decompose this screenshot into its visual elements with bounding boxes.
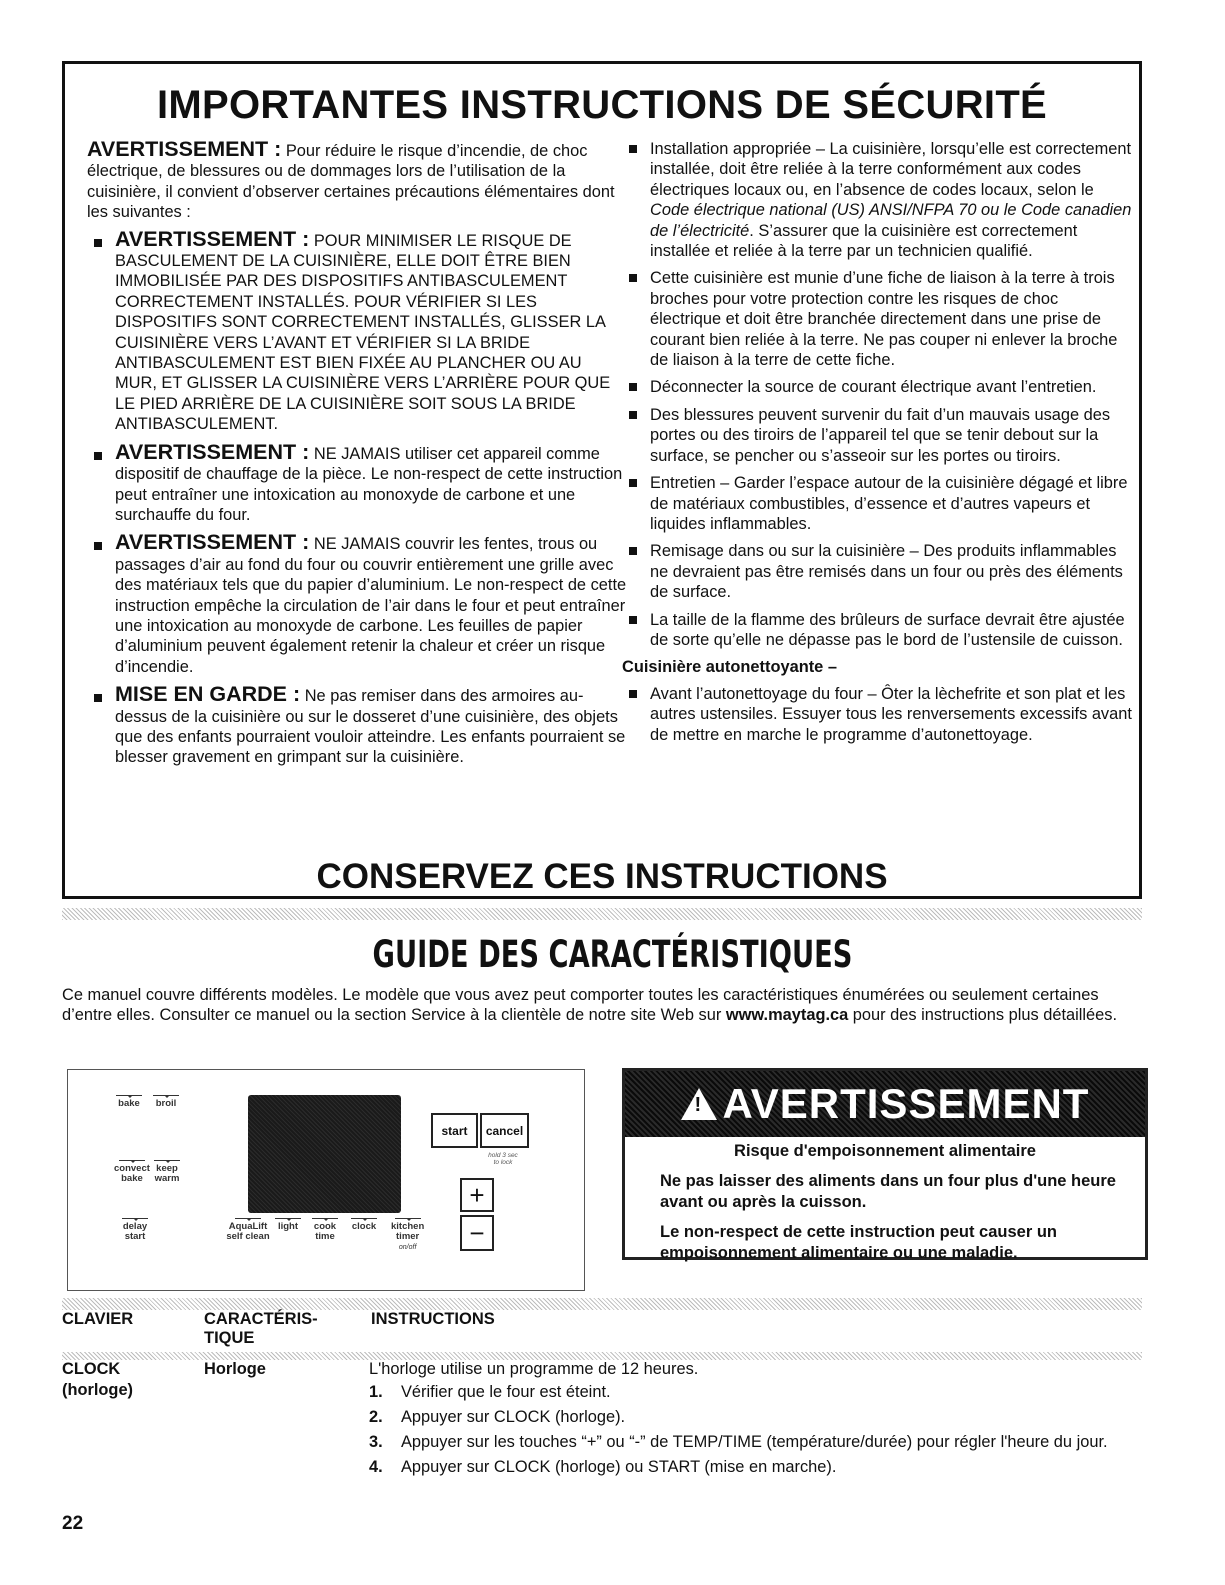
caution-item: MISE EN GARDE : Ne pas remiser dans des armoires au-dessus de la cuisinière ou sur le dosseret d’une cuisinière, des objets que des enfants pourraient vouloir atteindre. Les enfants pourraient se blesser gravement en grimpant sur la cuisinière. bbox=[87, 684, 627, 768]
list-item: 4. Appuyer sur CLOCK (horloge) ou START (mise en marche). bbox=[369, 1458, 837, 1476]
guide-title: GUIDE DES CARACTÉRISTIQUES bbox=[372, 933, 853, 976]
food-poisoning-warning bbox=[622, 1068, 1148, 1260]
safety-left-column bbox=[87, 139, 627, 775]
warning-item: AVERTISSEMENT : NE JAMAIS couvrir les fentes, trous ou passages d’air au fond du four ou couvrir entièrement une grille avec des matériaux tels que du papier d’aluminium. Le non-respect de cette instruction empêche la circulation de l’air dans le four et peut entraîner une intoxication au monoxyde de carbone. Les feuilles de papier d’aluminium peuvent également retenir la chaleur et créer un risque d’incendie. bbox=[87, 532, 627, 677]
safety-item: Avant l’autonettoyage du four – Ôter la lèchefrite et son plat et les autres ustensiles. Essuyer tous les renversements excessifs avant de mettre en marche le programme d’autonettoyage. bbox=[622, 684, 1132, 745]
delay-start-key: delay start bbox=[122, 1218, 148, 1242]
minus-key: − bbox=[460, 1215, 494, 1251]
bullet-icon bbox=[629, 547, 637, 555]
warning-item: AVERTISSEMENT : NE JAMAIS utiliser cet appareil comme dispositif de chauffage de la pièce. Le non-respect de cette instruction peut entraîner une intoxication au monoxyde de carbone et une surchauffe du four. bbox=[87, 442, 627, 526]
self-clean-heading: Cuisinière autonettoyante – bbox=[622, 658, 837, 677]
plus-key: + bbox=[460, 1178, 494, 1212]
column-header-instructions: INSTRUCTIONS bbox=[371, 1310, 495, 1328]
light-key: light bbox=[275, 1218, 301, 1232]
list-item: 3. Appuyer sur les touches “+” ou “-” de TEMP/TIME (température/durée) pour régler l'heure du jour. bbox=[369, 1433, 1108, 1451]
safety-item: Déconnecter la source de courant électrique avant l’entretien. bbox=[622, 377, 1132, 397]
keep-warm-key: keep warm bbox=[154, 1160, 180, 1184]
column-header-caracteristique: CARACTÉRIS- TIQUE bbox=[204, 1310, 318, 1347]
bullet-icon bbox=[629, 383, 637, 391]
safety-right-column bbox=[622, 139, 1132, 752]
warning-item: AVERTISSEMENT : POUR MINIMISER LE RISQUE DE BASCULEMENT DE LA CUISINIÈRE, ELLE DOIT ÊTRE BIEN IMMOBILISÉE PAR DES DISPOSITIFS ANTIBASCULEMENT CORRECTEMENT INSTALLÉS. POUR VÉRIFIER SI LES DISPOSITIFS SONT CORRECTEMENT INSTALLÉS, GLISSER LA CUISINIÈRE VERS L’AVANT ET VÉRIFIER SI LA BRIDE ANTIBASCULEMENT EST BIEN FIXÉE AU PLANCHER OU AU MUR, ET GLISSER LA CUISINIÈRE VERS L’ARRIÈRE POUR QUE LE PIED ARRIÈRE DE LA CUISINIÈRE SOIT SOUS LA BRIDE ANTIBASCULEMENT. bbox=[87, 229, 627, 435]
safety-title: IMPORTANTES INSTRUCTIONS DE SÉCURITÉ bbox=[156, 83, 1048, 127]
list-item: 2. Appuyer sur CLOCK (horloge). bbox=[369, 1408, 626, 1426]
cook-time-key: cook time bbox=[312, 1218, 338, 1242]
control-panel-diagram bbox=[67, 1069, 585, 1291]
kitchen-timer-key: kitchen timer on/off bbox=[391, 1218, 424, 1253]
broil-key: broil bbox=[153, 1095, 179, 1109]
safety-item: Des blessures peuvent survenir du fait d’un mauvais usage des portes ou des tiroirs de l’appareil tel que se tenir debout sur la surface, se pencher ou s’asseoir sur les portes ou tiroirs. bbox=[622, 405, 1132, 466]
key-cell: CLOCK (horloge) bbox=[62, 1360, 134, 1399]
bullet-icon bbox=[629, 479, 637, 487]
bullet-icon bbox=[94, 542, 102, 550]
hold-to-lock-label: hold 3 sec to lock bbox=[488, 1152, 518, 1166]
bullet-icon bbox=[94, 694, 102, 702]
feature-cell: Horloge bbox=[204, 1360, 266, 1378]
safety-item: La taille de la flamme des brûleurs de surface devrait être ajustée de sorte qu’elle ne dépasse pas le bord de l’ustensile de cuisson. bbox=[622, 610, 1132, 651]
cancel-key: cancel bbox=[480, 1113, 529, 1148]
website-link[interactable]: www.maytag.ca bbox=[725, 1005, 849, 1024]
instructions-description: L'horloge utilise un programme de 12 heures. bbox=[369, 1360, 699, 1378]
bullet-icon bbox=[629, 411, 637, 419]
divider bbox=[62, 1298, 1142, 1310]
bullet-icon bbox=[629, 145, 637, 153]
convect-bake-key: convect bake bbox=[114, 1160, 150, 1184]
column-header-clavier: CLAVIER bbox=[62, 1310, 134, 1328]
warning-triangle-icon bbox=[681, 1088, 717, 1120]
safety-intro: AVERTISSEMENT : Pour réduire le risque d’incendie, de choc électrique, de blessures ou de dommages lors de l’utilisation de la cuisinière, il convient d’observer certaines précautions élémentaires dont les suivantes : bbox=[87, 137, 615, 222]
bullet-icon bbox=[629, 274, 637, 282]
safety-item: Remisage dans ou sur la cuisinière – Des produits inflammables ne devraient pas être remisés dans un four ou près des éléments de surface. bbox=[622, 541, 1132, 602]
guide-intro: Ce manuel couvre différents modèles. Le modèle que vous avez peut comporter toutes les caractéristiques énumérées ou seulement certaines d’entre elles. Consulter ce manuel ou la section Service à la clientèle de notre site Web sur www.maytag.ca pour des instructions plus détaillées. bbox=[62, 986, 1118, 1024]
safety-item: Entretien – Garder l’espace autour de la cuisinière dégagé et libre de matériaux combustibles, d’essence et d’autres vapeurs et liquides inflammables. bbox=[622, 473, 1132, 534]
instruction-steps bbox=[369, 1382, 1139, 1482]
aqualift-key: AquaLift self clean bbox=[218, 1218, 278, 1242]
clock-key: clock bbox=[351, 1218, 377, 1232]
safety-box bbox=[62, 61, 1142, 899]
warning-header: ! AVERTISSEMENT bbox=[625, 1071, 1145, 1137]
bullet-icon bbox=[629, 690, 637, 698]
list-item: 1. Vérifier que le four est éteint. bbox=[369, 1383, 611, 1401]
safety-item: Installation appropriée – La cuisinière, lorsqu’elle est correctement installée, doit être reliée à la terre conformément aux codes électriques locaux ou, en l’absence de codes locaux, selon le Code électrique national (US) ANSI/NFPA 70 ou le Code canadien de l’électricité. S’assurer que la cuisinière est correctement installée et reliée à la terre par un technicien qualifié. bbox=[622, 139, 1132, 261]
safety-item: Cette cuisinière est munie d’une fiche de liaison à la terre à trois broches pour votre protection contre les risques de choc électrique et doit être branchée directement dans une prise de courant bien reliée à la terre. Ne pas couper ni enlever la broche de liaison à la terre de cette fiche. bbox=[622, 268, 1132, 370]
bake-key: bake bbox=[116, 1095, 142, 1109]
divider bbox=[62, 908, 1142, 920]
bullet-icon bbox=[94, 239, 102, 247]
bullet-icon bbox=[94, 452, 102, 460]
save-instructions-title: CONSERVEZ CES INSTRUCTIONS bbox=[316, 857, 888, 896]
warning-body: Risque d'empoisonnement alimentaire Ne pas laisser des aliments dans un four plus d'une heure avant ou après la cuisson. Le non-respect de cette instruction peut causer un empoisonnement alimentaire ou une maladie. bbox=[660, 1142, 1116, 1262]
page-number: 22 bbox=[62, 1513, 84, 1534]
oven-display bbox=[248, 1095, 401, 1213]
bullet-icon bbox=[629, 616, 637, 624]
start-key: start bbox=[431, 1113, 478, 1148]
